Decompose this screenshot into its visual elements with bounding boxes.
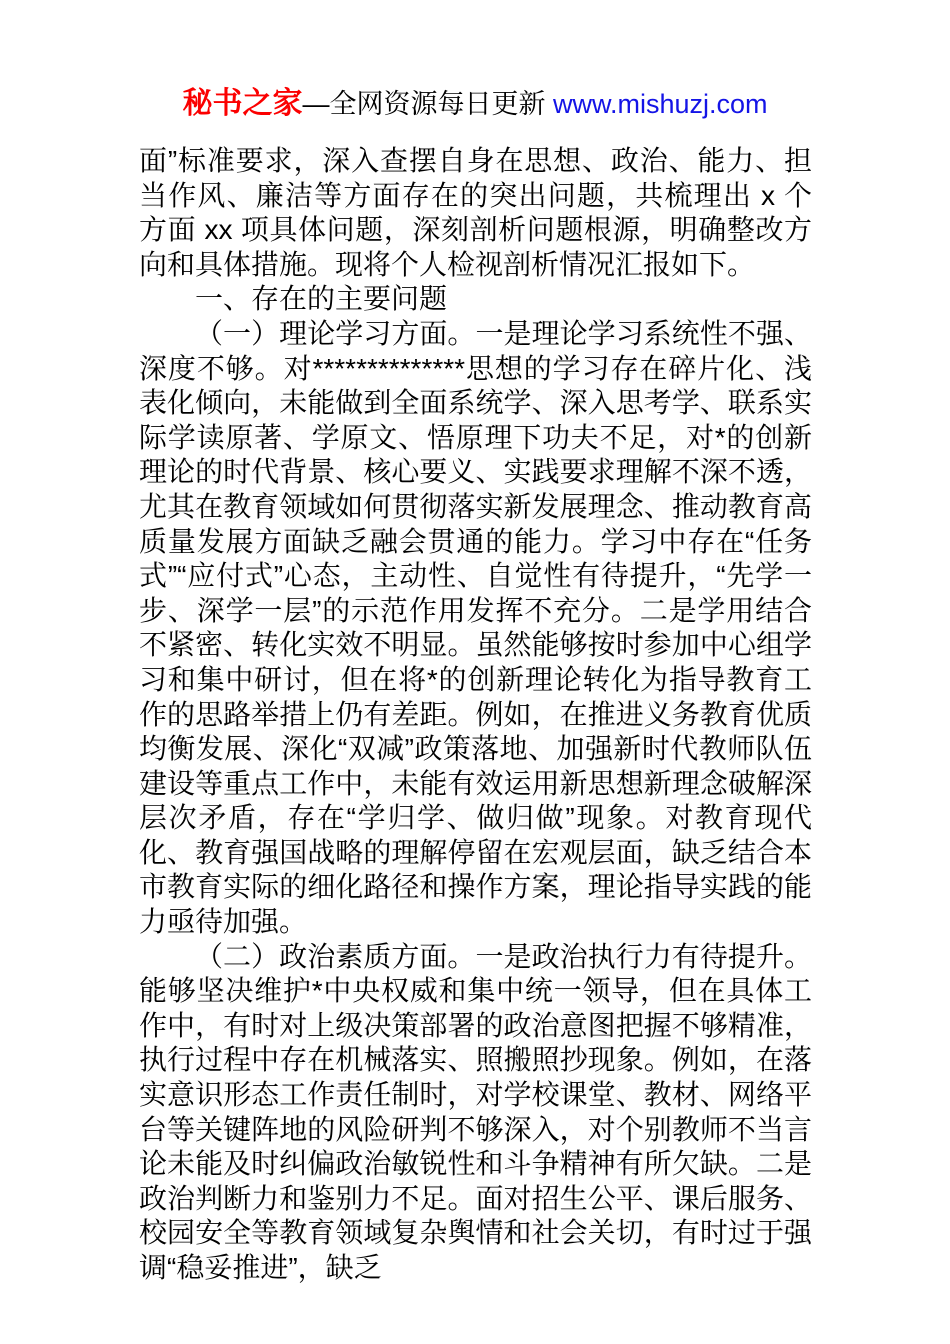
paragraph: （一）理论学习方面。一是理论学习系统性不强、深度不够。对**************思想的学习存在碎片化、浅表化倾向，未能做到全面系统学、深入思考学、联系实际学读原著、学原文、悟原理下功夫不足，对*的创新理论的时代背景、核心要义、实践要求理解不深不透，尤其在教育领域如何贯彻落实新发展理念、推动教育高质量发展方面缺乏融会贯通的能力。学习中存在“任务式”“应付式”心态，主动性、自觉性有待提升，“先学一步、深学一层”的示范作用发挥不充分。二是学用结合不紧密、转化实效不明显。虽然能够按时参加中心组学习和集中研讨，但在将*的创新理论转化为指导教育工作的思路举措上仍有差距。例如，在推进义务教育优质均衡发展、深化“双减”政策落地、加强新时代教师队伍建设等重点工作中，未能有效运用新思想新理念破解深层次矛盾，存在“学归学、做归做”现象。对教育现代化、教育强国战略的理解停留在宏观层面，缺乏结合本市教育实际的细化路径和操作方案，理论指导实践的能力亟待加强。 bbox=[139, 317, 812, 938]
paragraph: （二）政治素质方面。一是政治执行力有待提升。能够坚决维护*中央权威和集中统一领导，但在具体工作中，有时对上级决策部署的政治意图把握不够精准，执行过程中存在机械落实、照搬照抄现象。例如，在落实意识形态工作责任制时，对学校课堂、教材、网络平台等关键阵地的风险研判不够深入，对个别教师不当言论未能及时纠偏政治敏锐性和斗争精神有所欠缺。二是政治判断力和鉴别力不足。面对招生公平、课后服务、校园安全等教育领域复杂舆情和社会关切，有时过于强调“稳妥推进”，缺乏 bbox=[139, 940, 812, 1283]
site-url-link[interactable]: www.mishuzj.com bbox=[552, 89, 768, 119]
site-tagline: —全网资源每日更新 bbox=[302, 89, 553, 119]
paragraph: 面”标准要求，深入查摆自身在思想、政治、能力、担当作风、廉洁等方面存在的突出问题，共梳理出 x 个方面 xx 项具体问题，深刻剖析问题根源，明确整改方向和具体措施。现将个人检视剖析情况汇报如下。 bbox=[139, 145, 812, 280]
site-brand: 秘书之家 bbox=[182, 87, 303, 120]
paragraph: 一、存在的主要问题 bbox=[195, 283, 448, 315]
site-banner bbox=[0, 88, 950, 120]
document-body bbox=[139, 144, 812, 1286]
